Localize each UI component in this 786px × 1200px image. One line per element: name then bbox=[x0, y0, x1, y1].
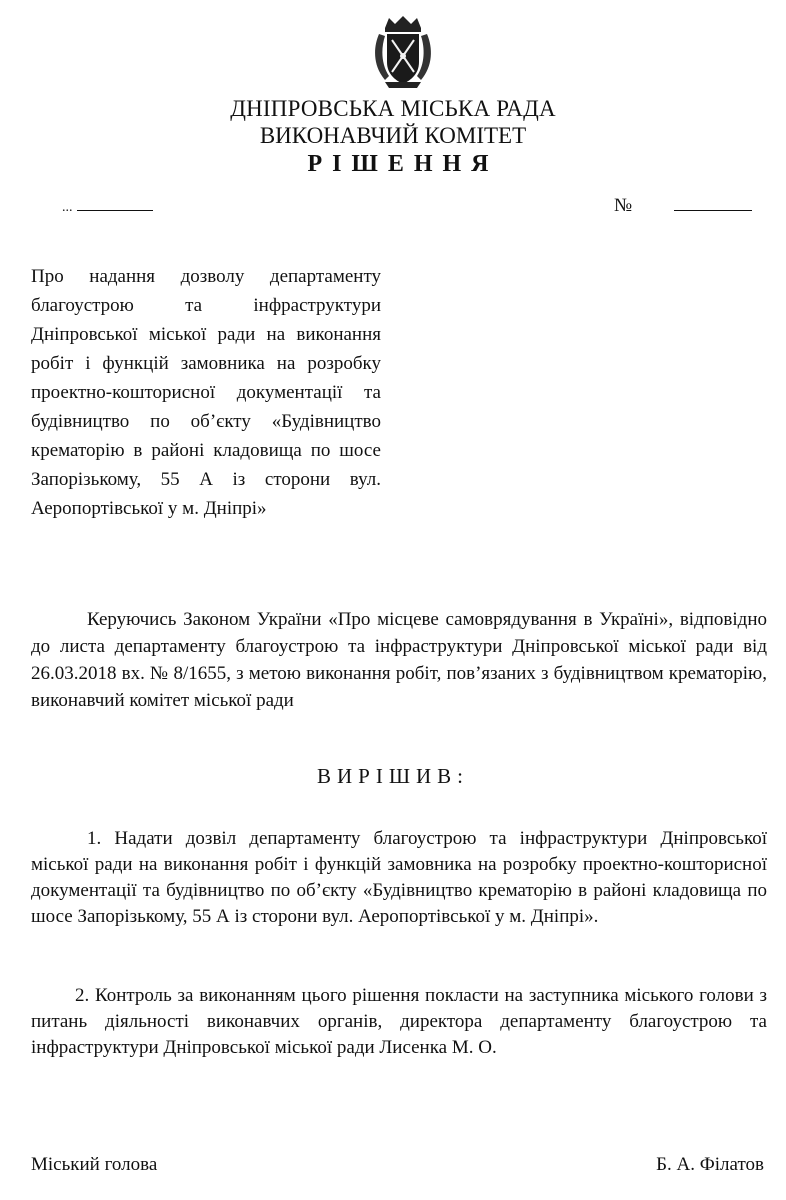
date-prefix: ... bbox=[62, 200, 73, 215]
decision-item-2 bbox=[31, 983, 767, 1061]
number-label: № bbox=[614, 195, 633, 216]
preamble: Керуючись Законом України «Про місцеве самоврядування в Україні», відповідно до листа департаменту благоустрою та інфраструктури Дніпровської міської ради від 26.03.2018 вх. № 8/1655, з метою виконання робіт, пов’язаних з будівництвом крематорію, виконавчий комітет міської ради bbox=[31, 609, 767, 711]
decision-item-1-text: 1. Надати дозвіл департаменту благоустрою та інфраструктури Дніпровської міської ради на виконання робіт і функцій замовника на розробку проектно-кошторисної документації та будівництво по об’єкту «Будівництво крематорію в районі кладовища по шосе Запорізькому, 55 А із сторони вул. Аеропортівської у м. Дніпрі». bbox=[31, 828, 767, 927]
decided-heading: ВИРІШИВ: bbox=[316, 764, 470, 788]
dnipro-coat-of-arms-icon bbox=[371, 14, 435, 90]
number-field bbox=[614, 194, 752, 217]
decision-item-2-text: 2. Контроль за виконанням цього рішення покласти на заступника міського голови з питань діяльності виконавчих органів, директора департаменту благоустрою та інфраструктури Дніпровської міської ради Лисенка М. О. bbox=[31, 985, 767, 1058]
signatory-title: Міський голова bbox=[31, 1154, 158, 1175]
document-type: РІШЕННЯ bbox=[307, 151, 499, 177]
date-blank bbox=[77, 210, 153, 211]
committee-name: ВИКОНАВЧИЙ КОМІТЕТ bbox=[259, 123, 527, 148]
signatory-name: Б. А. Філатов bbox=[656, 1154, 764, 1175]
date-field bbox=[62, 200, 153, 216]
council-name: ДНІПРОВСЬКА МІСЬКА РАДА bbox=[230, 96, 556, 121]
number-blank bbox=[674, 194, 752, 211]
decision-subject: Про надання дозволу департаменту благоустрою та інфраструктури Дніпровської міської ради на виконання робіт і функцій замовника на розробку проектно-кошторисної документації та будівництво по об’єкту «Будівництво крематорію в районі кладовища по шосе Запорізькому, 55 А із сторони вул. Аеропортівської у м. Дніпрі» bbox=[31, 266, 381, 519]
decision-item-1 bbox=[31, 826, 767, 930]
